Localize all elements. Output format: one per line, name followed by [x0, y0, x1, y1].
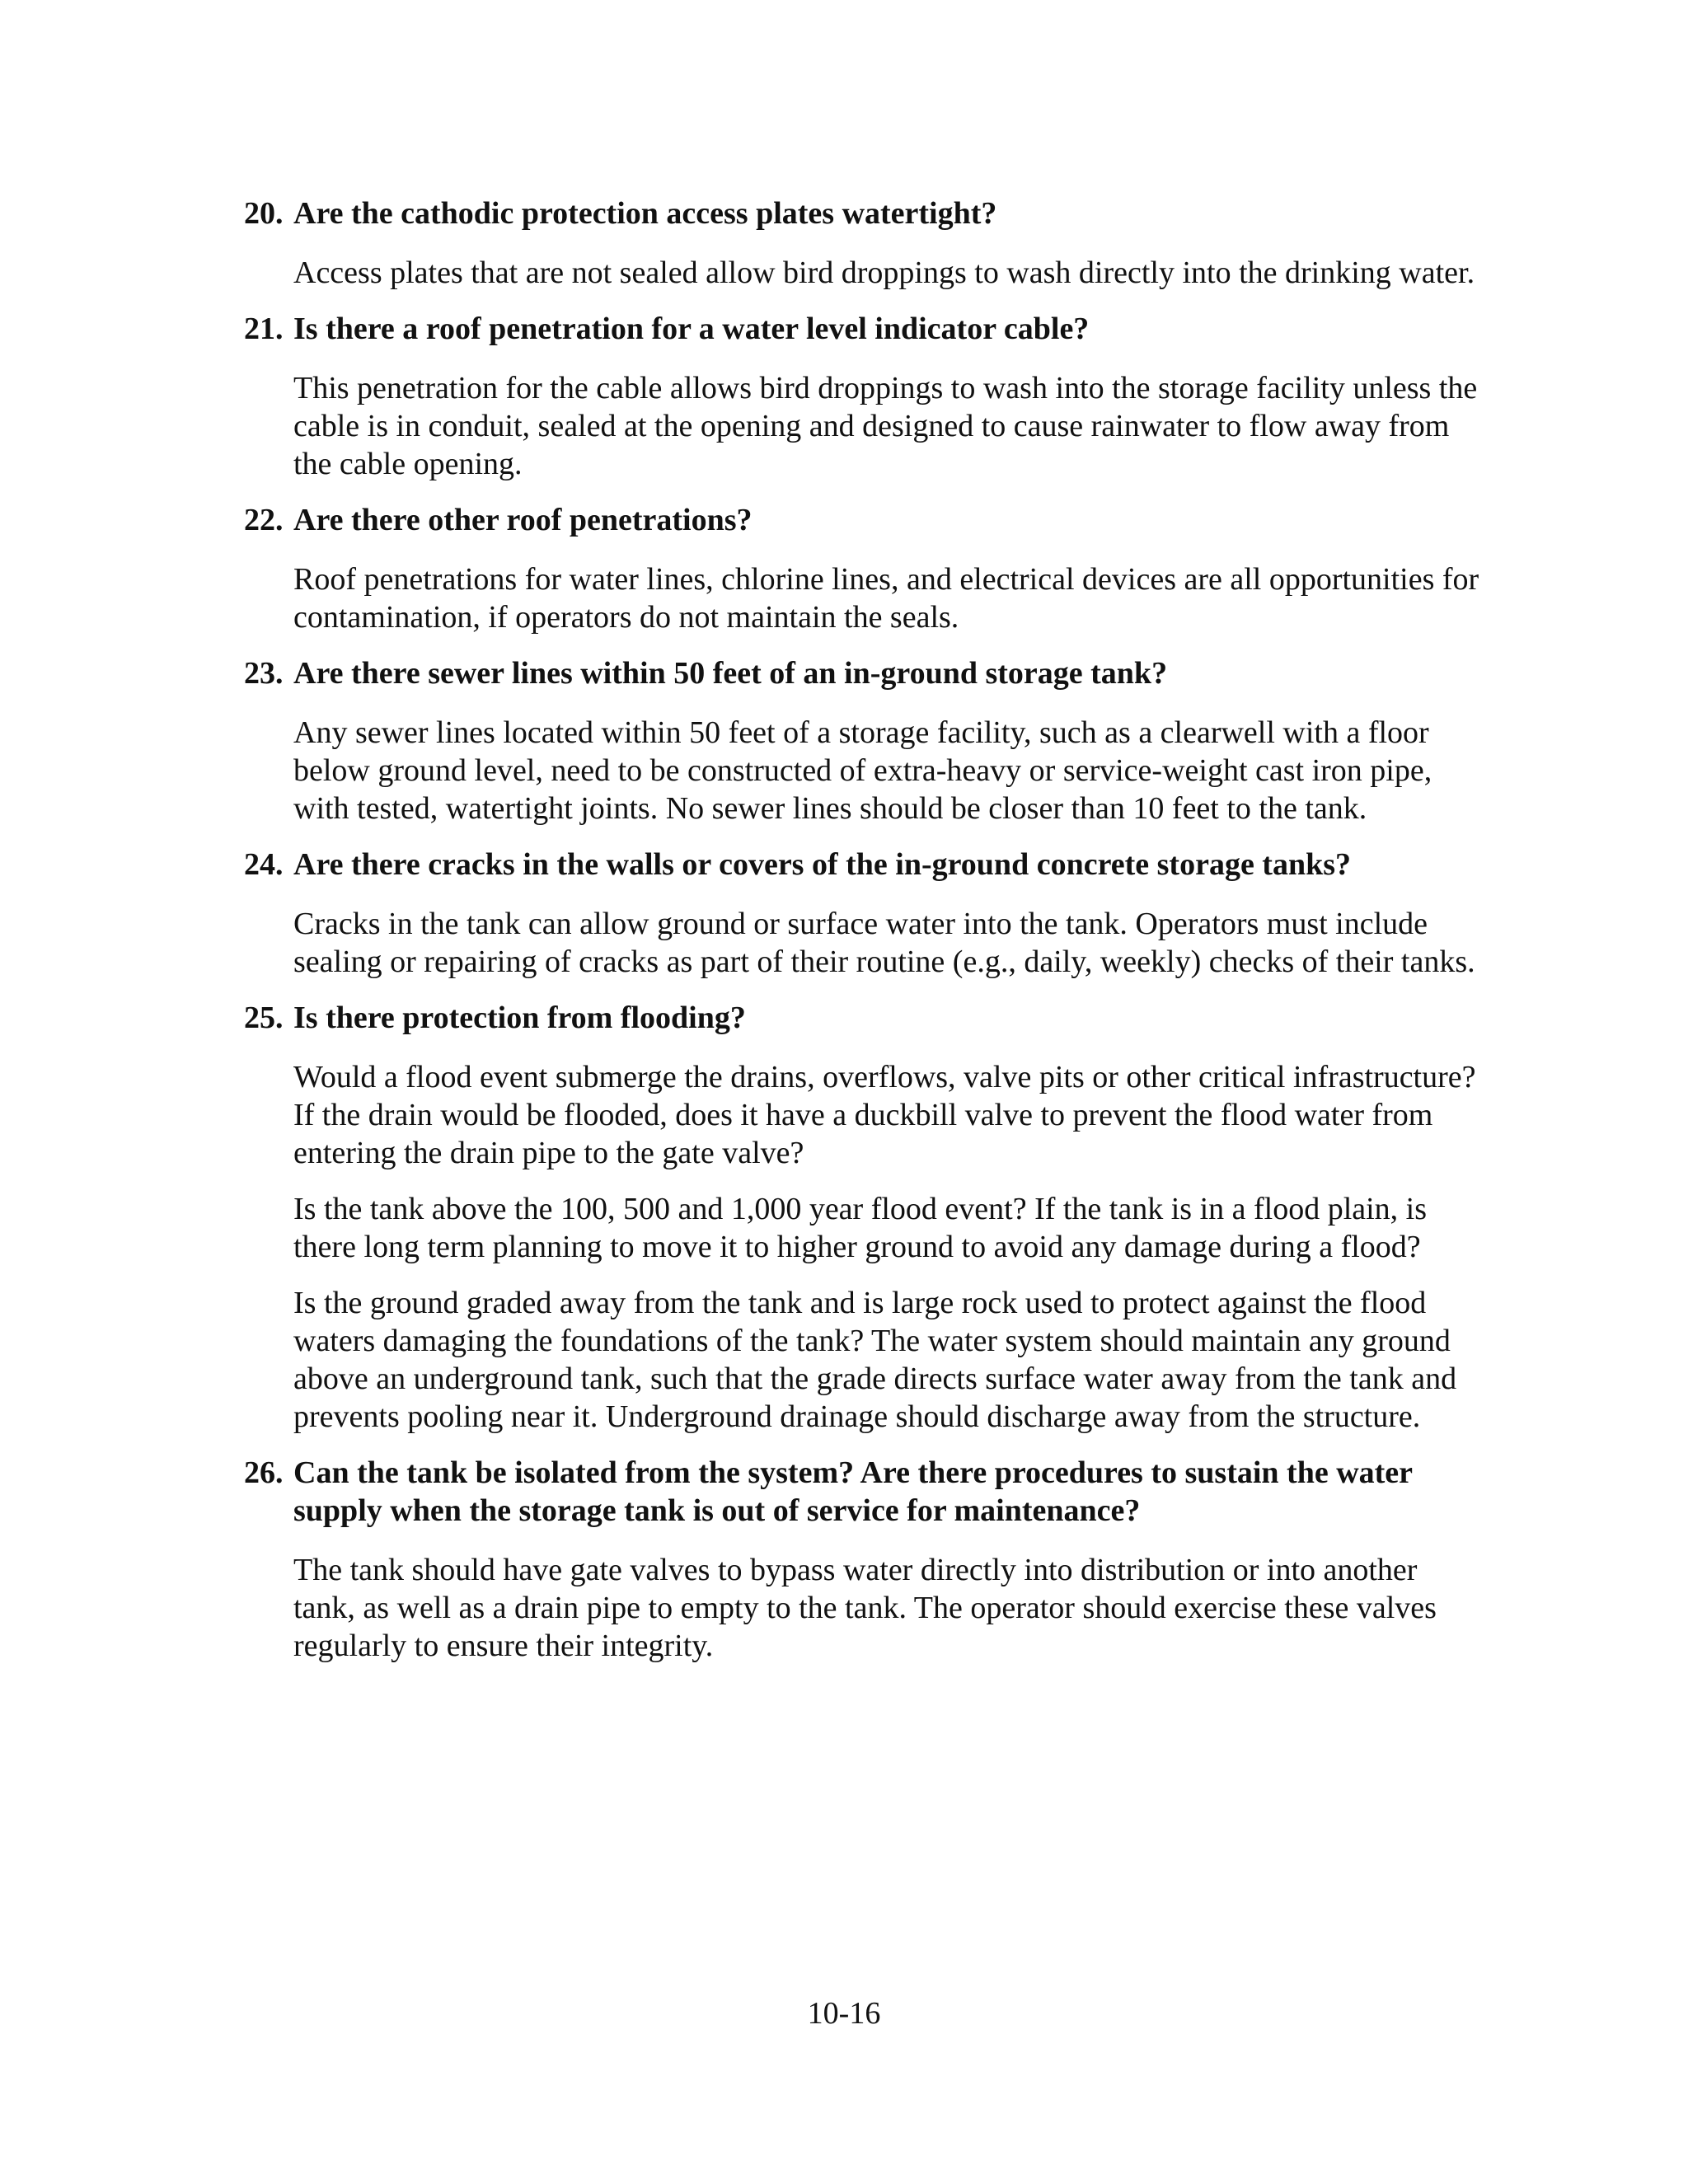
answer-paragraph: This penetration for the cable allows bird droppings to wash into the storage facility unless the cable is in conduit, sealed at the opening and designed to cause rainwater to flow away from the cable opening. — [293, 371, 1478, 481]
question-heading — [244, 846, 1480, 883]
page-number: 10-16 — [807, 1996, 881, 2031]
question-number: 21. — [244, 312, 284, 346]
answer-paragraph: Access plates that are not sealed allow bird droppings to wash directly into the drinking water. — [293, 255, 1475, 290]
answer-paragraph: Would a flood event submerge the drains, overflows, valve pits or other critical infrastructure? If the drain would be flooded, does it have a duckbill valve to prevent the flood water from entering the drain pipe to the gate valve? — [293, 1060, 1476, 1170]
answer-paragraph: Cracks in the tank can allow ground or surface water into the tank. Operators must include sealing or repairing of cracks as part of their routine (e.g., daily, weekly) checks of their tanks. — [293, 907, 1475, 979]
question-number: 22. — [244, 503, 284, 537]
question-heading — [244, 310, 1480, 348]
question-number: 20. — [244, 196, 284, 231]
answer-paragraph: Is the ground graded away from the tank and is large rock used to protect against the flood waters damaging the foundations of the tank? The water system should maintain any ground above an underground tank, such that the grade directs surface water away from the tank and prevents pooling near it. Underground drainage should discharge away from the structure. — [293, 1286, 1457, 1434]
question-heading — [244, 654, 1480, 692]
question-item-23 — [244, 654, 1480, 827]
question-number: 26. — [244, 1455, 284, 1490]
question-heading — [244, 194, 1480, 232]
question-item-24 — [244, 846, 1480, 981]
question-heading — [244, 999, 1480, 1037]
question-text: Is there a roof penetration for a water level indicator cable? — [293, 312, 1090, 346]
question-item-20 — [244, 194, 1480, 292]
question-number: 24. — [244, 847, 284, 882]
question-number: 25. — [244, 1001, 284, 1035]
answer-paragraph: Any sewer lines located within 50 feet of a storage facility, such as a clearwell with a floor below ground level, need to be constructed of extra-heavy or service-weight cast iron pipe, with tested, watertight joints. No sewer lines should be closer than 10 feet to the tank. — [293, 715, 1432, 826]
answer-paragraph: Roof penetrations for water lines, chlorine lines, and electrical devices are all opportunities for contamination, if operators do not maintain the seals. — [293, 562, 1479, 635]
question-text: Are the cathodic protection access plates watertight? — [293, 196, 997, 231]
question-text: Are there other roof penetrations? — [293, 503, 753, 537]
question-heading — [244, 1454, 1480, 1530]
question-text: Is there protection from flooding? — [293, 1001, 746, 1035]
answer-paragraph: The tank should have gate valves to bypass water directly into distribution or into another tank, as well as a drain pipe to empty to the tank. The operator should exercise these valves regularly to ensure their integrity. — [293, 1553, 1437, 1663]
question-text: Are there sewer lines within 50 feet of an in-ground storage tank? — [293, 656, 1168, 691]
answer-paragraph: Is the tank above the 100, 500 and 1,000 year flood event? If the tank is in a flood plain, is there long term planning to move it to higher ground to avoid any damage during a flood? — [293, 1192, 1428, 1264]
question-item-25 — [244, 999, 1480, 1436]
question-item-22 — [244, 501, 1480, 636]
question-text: Are there cracks in the walls or covers of the in-ground concrete storage tanks? — [293, 847, 1352, 882]
question-heading — [244, 501, 1480, 539]
question-number: 23. — [244, 656, 284, 691]
question-item-21 — [244, 310, 1480, 483]
question-text: Can the tank be isolated from the system? Are there procedures to sustain the water supply when the storage tank is out of service for maintenance? — [293, 1455, 1413, 1528]
question-item-26 — [244, 1454, 1480, 1665]
question-list — [244, 194, 1480, 1683]
